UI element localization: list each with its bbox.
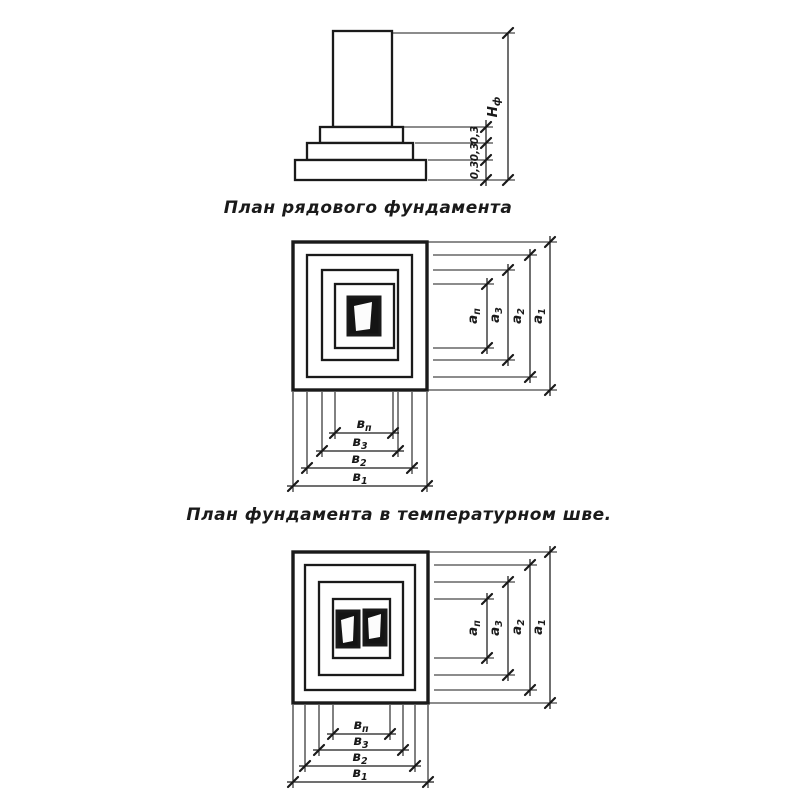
caption-plan-ordinary: План рядового фундамента: [223, 198, 513, 218]
dim-label-b-1: $в_1$: [352, 469, 368, 487]
dim-label-a-1: $а_1$: [530, 619, 548, 635]
step-dim-label-3: 0,3: [469, 160, 481, 180]
dim-label-a-p: $а_п$: [465, 620, 483, 636]
height-dim-label: $Н_ф$: [485, 96, 503, 118]
dim-label-b-2: $в_2$: [351, 451, 367, 469]
plan-seam-outline: [293, 552, 428, 703]
step-dim-label-1: 0,3: [469, 125, 481, 145]
column-section: [333, 31, 392, 127]
plan-ordinary-right-dims: [427, 236, 557, 396]
plan-seam-right-dims: [428, 546, 557, 709]
figure-plan-seam: [287, 546, 557, 788]
dim-label-b-p: $в_п$: [353, 717, 369, 735]
figure-elevation: [295, 28, 515, 186]
dim-label-b-p: $в_п$: [356, 416, 372, 434]
column-socket-left-highlight: [341, 616, 354, 643]
figure-plan-ordinary: [287, 236, 557, 492]
foundation-step-2: [307, 143, 413, 160]
dim-label-b-1: $в_1$: [352, 765, 368, 783]
dim-label-a-3: $а_3$: [487, 620, 505, 636]
elevation-outline: [295, 31, 426, 180]
dim-label-a-p: $а_п$: [465, 308, 483, 324]
dim-label-a-2: $а_2$: [509, 619, 527, 635]
caption-plan-seam: План фундамента в температурном шве.: [186, 505, 612, 525]
step-dim-label-2: 0,3: [469, 142, 481, 162]
dim-label-a-2: $а_2$: [509, 308, 527, 324]
dim-label-b-3: $в_3$: [353, 733, 369, 751]
column-socket-right-highlight: [368, 614, 381, 639]
dim-label-b-2: $в_2$: [352, 749, 368, 767]
foundation-step-1: [320, 127, 403, 143]
dim-label-a-3: $а_3$: [487, 307, 505, 323]
plan-ordinary-outline: [293, 242, 427, 390]
column-socket-highlight: [354, 302, 372, 331]
foundation-step-3: [295, 160, 426, 180]
dim-label-a-1: $а_1$: [530, 308, 548, 324]
dim-label-b-3: $в_3$: [352, 434, 368, 452]
plan-seam-bottom-dims: [287, 705, 434, 788]
plan-ordinary-bottom-dims: [287, 392, 433, 492]
